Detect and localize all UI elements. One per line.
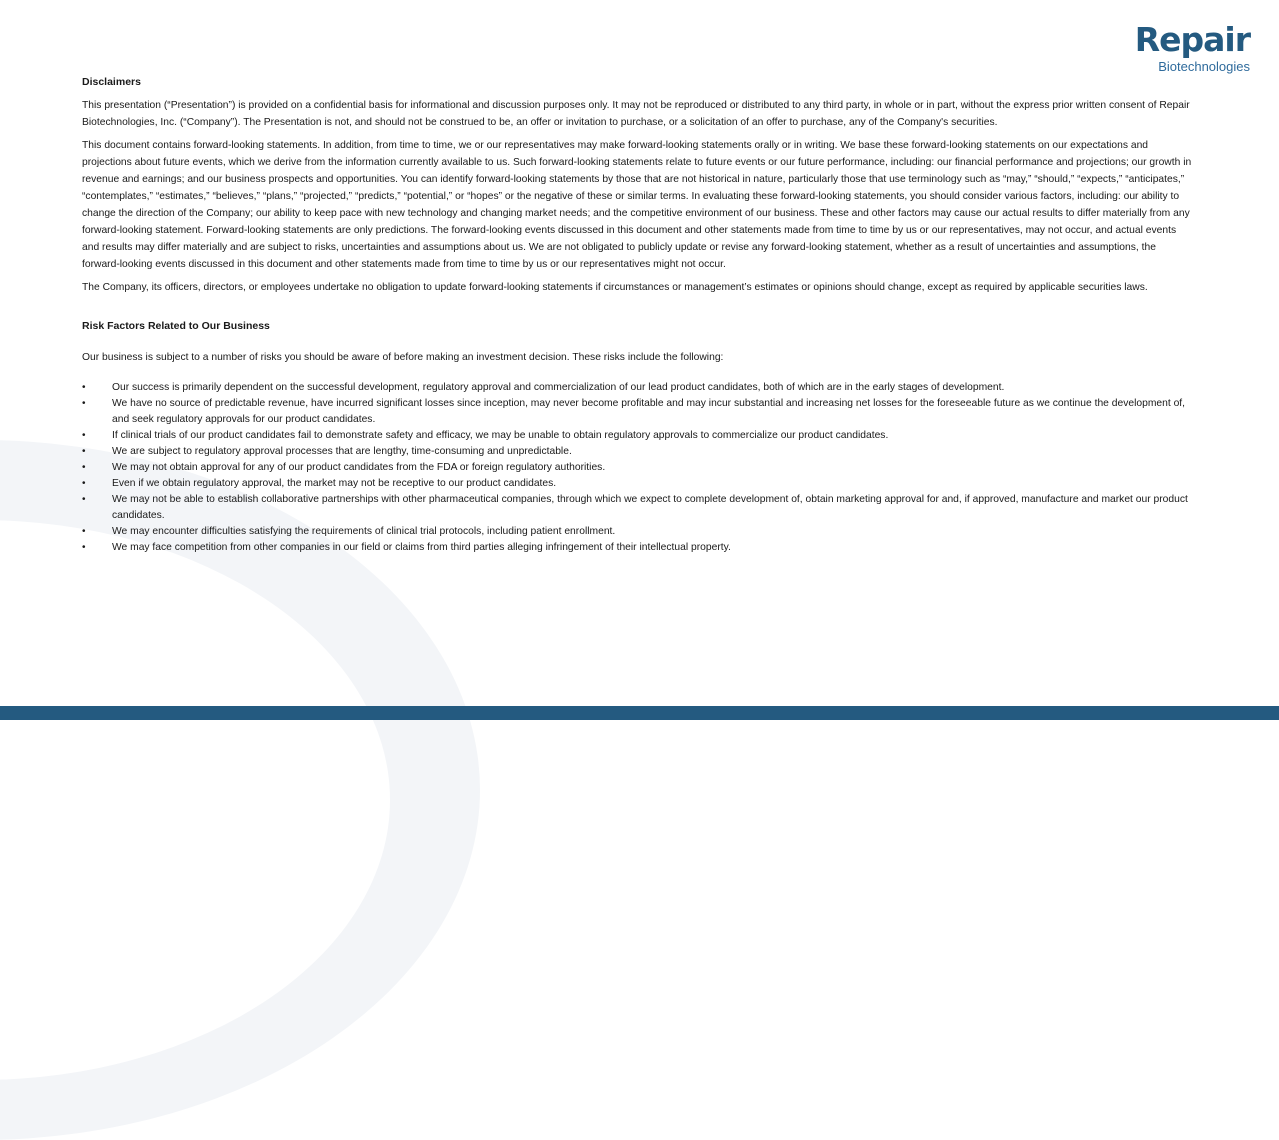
bullet-icon: • — [82, 462, 86, 473]
risk-factors-intro: Our business is subject to a number of risks you should be aware of before making an investment decision. These risks include the following: — [82, 352, 724, 363]
bullet-icon: • — [82, 382, 86, 393]
list-item — [82, 476, 1194, 492]
bullet-icon: • — [82, 494, 86, 505]
risk-item-text: We may not be able to establish collaborative partnerships with other pharmaceutical companies, through which we expect to complete development of, obtain marketing approval for and, if approved, manufacture and market our product candidates. — [112, 494, 1188, 521]
logo-subtitle: Biotechnologies — [1158, 59, 1250, 74]
risk-item-text: Even if we obtain regulatory approval, the market may not be receptive to our product candidates. — [112, 478, 557, 489]
risk-item-text: We have no source of predictable revenue, have incurred significant losses since inception, may never become profitable and may incur substantial and increasing net losses for the foreseeable future as we continue the development of, and seek regulatory approvals for our product candidates. — [112, 398, 1186, 425]
bullet-icon: • — [82, 430, 86, 441]
risk-item-text: We may not obtain approval for any of our product candidates from the FDA or foreign regulatory authorities. — [112, 462, 606, 473]
footer-bar — [0, 706, 1279, 720]
risk-factors-heading: Risk Factors Related to Our Business — [82, 320, 270, 332]
list-item — [82, 428, 1194, 444]
forward-looking-paragraph: This document contains forward-looking statements. In addition, from time to time, we or our representatives may make forward-looking statements orally or in writing. We base these forward-looking statements on our expectations and projections about future events, which we derive from the information currently available to us. Such forward-looking statements relate to future events or our future performance, including: our financial performance and projections; our growth in revenue and earnings; and our business prospects and opportunities. You can identify forward-looking statements by those that are not historical in nature, particularly those that use terminology such as “may,” “should,” “expects,” “anticipates,” “contemplates,” “estimates,” “believes,” “plans,” “projected,” “predicts,” “potential,” or “hopes” or the negative of these or similar terms. In evaluating these forward-looking statements, you should consider various factors, including: our ability to change the direction of the Company; our ability to keep pace with new technology and changing market needs; and the competitive environment of our business. These and other factors may cause our actual results to differ materially from any forward-looking statement. Forward-looking statements are only predictions. The forward-looking events discussed in this document and other statements made from time to time by us or our representatives, may not occur, and actual events and results may differ materially and are subject to risks, uncertainties and assumptions about us. We are not obligated to publicly update or revise any forward-looking statement, whether as a result of uncertainties and assumptions, the forward-looking events discussed in this document and other statements made from time to time by us or our representatives might not occur. — [82, 140, 1192, 270]
bullet-icon: • — [82, 478, 86, 489]
risk-item-text: We are subject to regulatory approval processes that are lengthy, time-consuming and unpredictable. — [112, 446, 572, 457]
risk-list — [82, 380, 1194, 556]
risk-item-text: We may face competition from other companies in our field or claims from third parties alleging infringement of their intellectual property. — [112, 542, 731, 553]
no-obligation-paragraph: The Company, its officers, directors, or employees undertake no obligation to update forward-looking statements if circumstances or management’s estimates or opinions should change, except as required by applicable securities laws. — [82, 282, 1148, 293]
bullet-icon: • — [82, 542, 86, 553]
list-item — [82, 444, 1194, 460]
disclaimers-heading: Disclaimers — [82, 76, 141, 88]
company-logo — [1135, 22, 1250, 74]
bullet-icon: • — [82, 526, 86, 537]
logo-wordmark: Repair — [1134, 20, 1250, 59]
list-item — [82, 540, 1194, 556]
list-item — [82, 460, 1194, 476]
bullet-icon: • — [82, 398, 86, 409]
list-item — [82, 396, 1194, 428]
bullet-icon: • — [82, 446, 86, 457]
risk-item-text: Our success is primarily dependent on the successful development, regulatory approval and commercialization of our lead product candidates, both of which are in the early stages of development. — [112, 382, 1005, 393]
disclaimer-paragraph: This presentation (“Presentation”) is provided on a confidential basis for informational and discussion purposes only. It may not be reproduced or distributed to any third party, in whole or in part, without the express prior written consent of Repair Biotechnologies, Inc. (“Company”). The Presentation is not, and should not be construed to be, an offer or invitation to purchase, or a solicitation of an offer to purchase, any of the Company's securities. — [82, 100, 1190, 128]
list-item — [82, 492, 1194, 524]
slide-body — [82, 74, 1194, 556]
list-item — [82, 380, 1194, 396]
list-item — [82, 524, 1194, 540]
risk-item-text: If clinical trials of our product candidates fail to demonstrate safety and efficacy, we may be unable to obtain regulatory approvals to commercialize our product candidates. — [112, 430, 889, 441]
risk-item-text: We may encounter difficulties satisfying the requirements of clinical trial protocols, including patient enrollment. — [112, 526, 616, 537]
